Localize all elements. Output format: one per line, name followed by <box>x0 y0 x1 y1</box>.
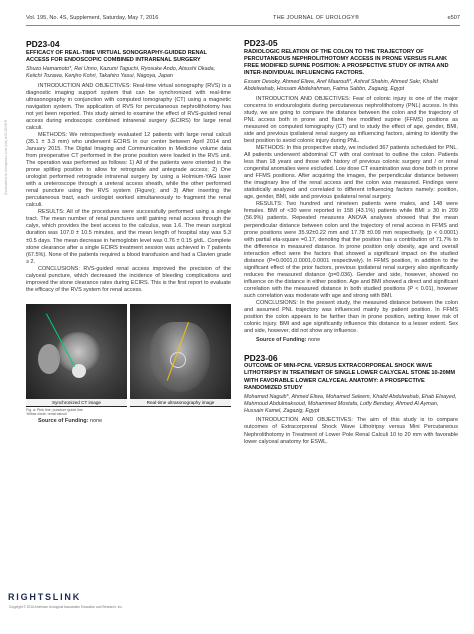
funding-value: none <box>307 336 321 343</box>
abstract-conclusions: CONCLUSIONS: RVS-guided renal access improved the precision of the calyceal puncture, which decreased the incidence of bleeding complications and improved the stone clearance rates during ECIRS. This is the first report to evaluate the efficacy of the RVS system for renal access. <box>26 265 231 293</box>
abstract-pd23-04 <box>26 39 231 425</box>
page-number: e507 <box>447 15 460 21</box>
abstract-id: PD23-06 <box>244 352 278 363</box>
abstract-introduction: INTRODUCTION AND OBJECTIVES: Real-time virtual sonography (RVS) is a diagnostic imaging support system that can be synchronized with real-time ultrasonography in conjunction with computed tomography (CT) using a magnetic navigation system. The application of RVS for percutaneous nephrolithotomy has not yet been reported. This study aimed to examine the effect of RVS-guided renal access during endoscopic combined intrarenal surgery (ECIRS) for large renal calculi. <box>26 82 231 131</box>
abstract-authors: Mohamed Naguib*, Ahmed Eliwa, Mohamed Seleem, Khalid Abdulwahab, Ehab Elsayed, Mahmoud Abdulmaksoud, Mohammed Mostafa, Lotfy Bendary, Ahmed Al Ayman, Hussain Kamel, Zagazig, Egypt <box>244 393 457 414</box>
abstract-title: RADIOLOGIC RELATION OF THE COLON TO THE TRAJECTORY OF PERCUTANEOUS NEPHROLITHOTOMY ACCESS IN PRONE VERSUS FLANK FREE MODIFIED SUPINE POSITION: A PROSPECTIVE STUDY OF INTRA AND INTER-INDIVIDUAL INFLUENCING FACTORS. <box>244 48 449 76</box>
side-download-notice: Downloaded for Anonymous User (n/a) at ELSEVIER <box>4 120 8 195</box>
source-of-funding <box>244 337 458 344</box>
abstract-id: PD23-05 <box>244 38 278 48</box>
ultrasonography-image <box>130 304 231 407</box>
figure-caption: Fig. a: Pink line: puncture guide line Yellow circle: renal calculi <box>26 407 83 417</box>
abstract-methods: METHODS: We retrospectively evaluated 12 patients with large renal calculi (35.1 ± 3.3 mm) who underwent ECIRS in our center between April 2014 and January 2015. The Digital Imaging and Communication in Medicine volume data from preoperative CT performed in the prone position were loaded in the RVS unit. The operation was performed as follows: 1) All of the patients were oriented in the prone splitleg position to allow for retrograde and antegrade access; 2) One urologist performed retrograde intrarenal surgery by using a Holmium-YAG laser with a ureteroscope through a ureteral access sheath, while the other performed renal puncture using the RVS system (Figure); and 3) After inserting the percutaneous tract, each urologist worked simultaneously to fragment the renal calculi. <box>26 131 231 209</box>
abstract-conclusions: CONCLUSIONS: In the present study, the measured distance between the colon and assumed PNL trajectory was influenced mainly by patient position. In FFMS position the colon appears to be farther than in prone position, setting lower risk of colonic injury. BMI and age significantly influence this distance to a lesser extent. Sex and side, however, did not show any influence. <box>244 300 458 335</box>
abstract-introduction: INTRODUCTION AND OBJECTIVES: The aim of this study is to compare outcomes of Extracorporeal Shock Wave Lithotripsy versus Mini Percutaneous Nephrolithotomy in Treatment of Lower Pole Renal Calculi 10 to 20 mm with favorable lower calyceal anatomy for ESWL. <box>244 417 458 445</box>
abstract-introduction: INTRODUCTION AND OBJECTIVES: Fear of colonic injury is one of the major concerns to endourologists during percutaneous nephrolithotomy (PNL) access. In this study, we are going to compare the distance between the colon and the trajectory of PNL access both in prone and flank free modified supine (FFMS) positions as measured on computed tomography (CT) and to study the effect of age, gender, BMI, side and previous ipsilateral renal surgery as influencing factors, aiming to identify the best position to avoid colonic injury during PNL. <box>244 95 458 144</box>
funding-value: none <box>89 418 103 425</box>
synchronized-ct-image <box>26 304 127 407</box>
right-column <box>244 38 458 446</box>
figure-label-ct: Synchronized CT image <box>26 399 127 406</box>
abstract-pd23-05 <box>244 38 458 344</box>
abstract-figure <box>26 304 231 417</box>
abstract-results: RESULTS: All of the procedures were successfully performed using a single tract. The mean number of renal punctures until gaining renal access through the calyx, which provides the best access to the calculus, was 1.6. The mean surgical duration was 107.0 ± 10.5 minutes, and the mean length of hospital stay was 5.3 ±0.5 days. The mean decrease in hemoglobin level was 0.76 ± 0.15 g/dL. Complete stone clearance after a single ECIRS treatment session was achieved in 7 patients (67.5%). None of the patients required a blood transfusion and had a Clavien grade ≥ 2. <box>26 209 231 265</box>
funding-label: Source of Funding: <box>38 418 89 425</box>
figure-label-us: Real-time ultrasonography image <box>130 399 231 406</box>
abstract-id: PD23-04 <box>26 39 60 49</box>
abstract-authors: Essam Desoky, Ahmed Eliwa, Aref Maaroufi*, Ashraf Shahin, Ahmed Sakr, Khalid Abdelwahab, Hossam Abdelrahman, Fatma Sabbn, Zagazig, Egypt <box>244 78 438 92</box>
abstract-authors: Shuzo Hamamoto*, Rei Unno, Kazumi Taguchi, Ryosuke Ando, Atsushi Okada, Keiichi Tozawa, Kenjiro Kohri, Takahiro Yasui, Nagoya, Japan <box>26 65 216 79</box>
page-header <box>26 13 460 26</box>
rightslink-logo[interactable]: RIGHTSLINK <box>8 592 81 602</box>
abstract-methods: METHODS: In this prospective study, we included 367 patients scheduled for PNL. All patients underwent abdominal CT with oral contrast to outline the colon. Patients less than 18 years and those with history of previous colonic surgery and / or renal congenital anomalies were excluded. Low dose CT examination was done both in prone and FFMS positions. After acquiring the images, the perpendicular distance between the imaginary line of the renal access and the colon was measured. Findings were statistically analyzed and correlated to different influencing factors namely: position, age, gender, BMI, side and previous ipsilateral renal surgery. <box>244 145 458 201</box>
abstract-title: EFFICACY OF REAL-TIME VIRTUAL SONOGRAPHY-GUIDED RENAL ACCESS FOR ENDOSCOPIC COMBINED INTRARENAL SURGERY <box>26 49 207 63</box>
source-of-funding <box>26 418 231 425</box>
journal-name: THE JOURNAL OF UROLOGY® <box>273 15 360 21</box>
copyright-notice: Copyright © 2016 American Urological Association Education and Research, Inc. <box>9 605 123 609</box>
abstract-pd23-06 <box>244 353 458 446</box>
volume-info: Vol. 195, No. 4S, Supplement, Saturday, May 7, 2016 <box>26 15 159 21</box>
abstract-results: RESULTS: Two hundred and nineteen patients were males, and 148 were females. BMI of <30 were reported in 158 (43.1%) patients while BMI ≥ 30 in 209 (56.9%) patients. Repeated measures ANOVA analyses showed that the mean perpendicular distance between colon and the trajectory of renal access in FFMS and prone positions were 35.92±0.22 mm and 17.78 ±0.09 mm respectively, (p < 0.0001) with partial eta-square =0.17, denoting that the position has a contribution of 71.7% to the difference in measured distance. In prone position only obesity, age and overall interaction effect were the factors that showed a significant impact on the studied distance (P=0.0001,0.0001,0.0001 respectively). In FFMS position, in addition to the significant effect of the prior factors, previous ipsilateral renal surgery also significantly reduces the measured distance (p=0.036). Gender and side, however, showed no influence on the distance in either position. Age and BMI showed a direct and significant correlation with the measured distance in both studied positions (P < 0.01), however such correlation was moderate with age and strong with BMI. <box>244 201 458 299</box>
funding-label: Source of Funding: <box>256 336 307 343</box>
abstract-title: OUTCOME OF MINI-PCNL VERSUS EXTRACORPOREAL SHOCK WAVE LITHOTRIPSY IN TREATMENT OF SINGLE LOWER CALYCEAL STONE 10-20MM WITH FAVORABLE LOWER CALYCEAL ANATOMY: A PROSPECTIVE RANDOMIZED STUDY <box>244 363 456 391</box>
